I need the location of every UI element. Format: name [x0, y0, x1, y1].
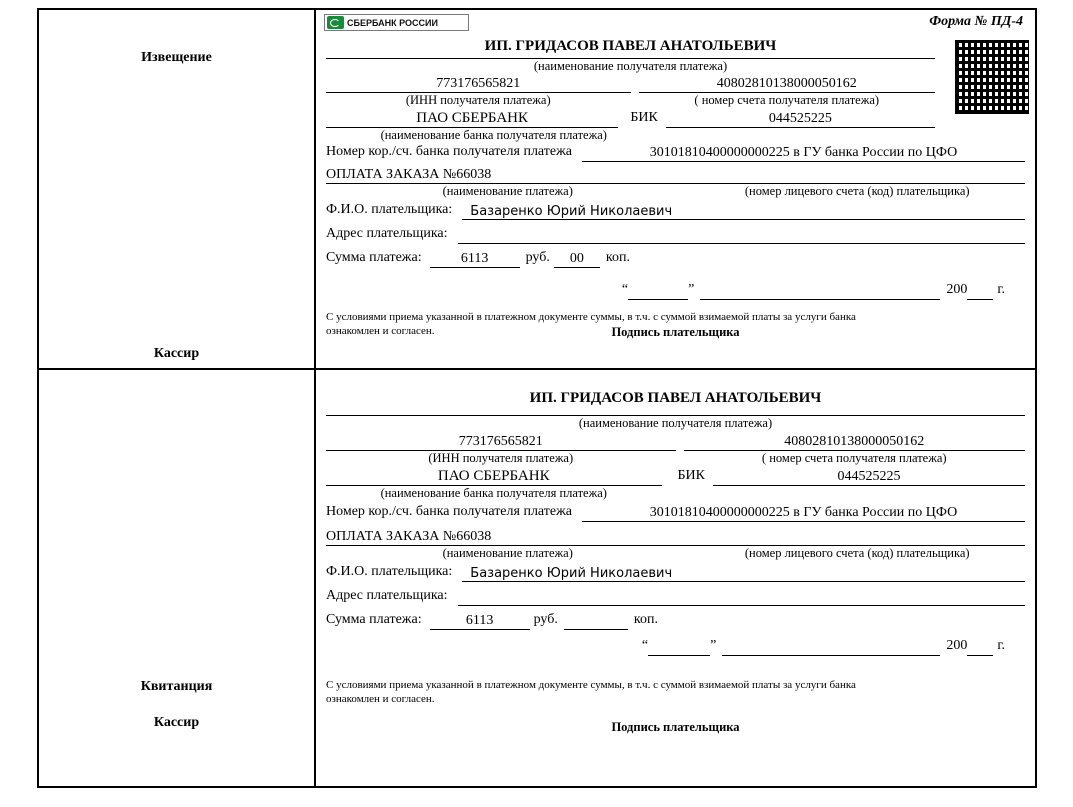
- personal-account-caption-2: (номер лицевого счета (код) плательщика): [744, 546, 970, 560]
- payer-name-value-2: Базаренко Юрий Николаевич: [470, 566, 673, 581]
- amount-rub-rule-2: [430, 629, 530, 630]
- terms-line-2-2: ознакомлен и согласен.: [326, 693, 435, 705]
- corr-label-2: Номер кор./сч. банка получателя платежа: [326, 504, 572, 519]
- amount-label-2: Сумма платежа:: [326, 612, 422, 627]
- year-suffix-2: г.: [997, 638, 1005, 653]
- receipt-section: [39, 370, 1035, 786]
- amount-kop-rule-2: [564, 629, 628, 630]
- date-quote-close: ”: [688, 282, 695, 297]
- date-month-rule-2: [722, 655, 940, 656]
- amount-rub-value: 6113: [460, 251, 489, 266]
- receipt-label: Квитанция: [140, 679, 213, 694]
- sberbank-logo-text: СБЕРБАНК РОССИИ: [347, 17, 438, 28]
- recipient-name-caption: (наименование получателя платежа): [533, 59, 728, 73]
- bik-value: 044525225: [768, 111, 832, 126]
- recipient-name-value: ИП. ГРИДАСОВ ПАВЕЛ АНАТОЛЬЕВИЧ: [484, 38, 777, 54]
- bank-name-value: ПАО СБЕРБАНК: [416, 110, 529, 126]
- amount-rub-rule: [430, 267, 520, 268]
- kop-word: коп.: [605, 250, 630, 265]
- inn-value: 773176565821: [436, 76, 521, 91]
- year-prefix: 200: [946, 282, 968, 297]
- account-caption: ( номер счета получателя платежа): [694, 93, 880, 107]
- personal-account-caption: (номер лицевого счета (код) плательщика): [744, 184, 970, 198]
- terms-line-1: С условиями приема указанной в платежном документе суммы, в т.ч. с суммой взимаемой платы за услуги банка: [326, 311, 856, 323]
- bik-label: БИК: [630, 110, 658, 125]
- receipt-right-column: [316, 370, 1035, 786]
- corr-rule-2: [582, 521, 1025, 522]
- corr-label: Номер кор./сч. банка получателя платежа: [326, 144, 572, 159]
- rub-word-2: руб.: [533, 612, 558, 627]
- recipient-name-caption-2: (наименование получателя платежа): [578, 416, 773, 430]
- account-caption-2: ( номер счета получателя платежа): [761, 451, 947, 465]
- bank-name-caption: (наименование банка получателя платежа): [380, 128, 607, 142]
- date-month-rule: [700, 299, 940, 300]
- payer-name-value: Базаренко Юрий Николаевич: [470, 204, 673, 219]
- payer-name-label: Ф.И.О. плательщика:: [326, 202, 453, 217]
- amount-kop-value: 00: [569, 251, 584, 266]
- notice-left-column: [39, 10, 316, 368]
- qr-barcode-icon: [955, 40, 1029, 114]
- amount-label: Сумма платежа:: [326, 250, 422, 265]
- signature-label-bottom: Подпись плательщика: [611, 720, 740, 734]
- account-value: 40802810138000050162: [716, 76, 857, 91]
- sberbank-mark-icon: [327, 16, 344, 29]
- corr-value: 30101810400000000225 в ГУ банка России по ЦФО: [649, 145, 958, 160]
- receipt-left-column: [39, 370, 316, 786]
- corr-value-2: 30101810400000000225 в ГУ банка России по ЦФО: [649, 505, 958, 520]
- date-day-rule-2: [648, 655, 710, 656]
- bik-value-2: 044525225: [837, 469, 901, 484]
- payment-purpose-caption: (наименование платежа): [442, 184, 573, 198]
- notice-right-column: [316, 10, 1035, 368]
- date-year-rule: [967, 299, 993, 300]
- notice-section: [39, 10, 1035, 370]
- corr-rule: [582, 161, 1025, 162]
- cashier-label-top: Кассир: [153, 346, 200, 361]
- amount-kop-value-2: [564, 612, 628, 629]
- terms-line-1-2: С условиями приема указанной в платежном документе суммы, в т.ч. с суммой взимаемой платы за услуги банка: [326, 679, 856, 691]
- payer-address-rule-2: [458, 605, 1025, 606]
- kop-word-2: коп.: [633, 612, 658, 627]
- payer-name-rule: [462, 219, 1025, 220]
- signature-label-top: Подпись плательщика: [611, 325, 740, 339]
- payer-address-label: Адрес плательщика:: [326, 226, 448, 241]
- inn-caption: (ИНН получателя платежа): [405, 93, 551, 107]
- date-day-rule: [628, 299, 688, 300]
- date-quote-close-2: ”: [710, 638, 717, 653]
- form-number: Форма № ПД-4: [929, 14, 1023, 29]
- date-quote-open: “: [621, 282, 629, 297]
- payer-address-label-2: Адрес плательщика:: [326, 588, 448, 603]
- rub-word: руб.: [525, 250, 550, 265]
- date-quote-open-2: “: [641, 638, 649, 653]
- account-value-2: 40802810138000050162: [784, 434, 925, 449]
- bik-rule-2: [713, 485, 1025, 486]
- sberbank-logo-icon: [324, 14, 469, 31]
- date-year-rule-2: [967, 655, 993, 656]
- inn-caption-2: (ИНН получателя платежа): [428, 451, 574, 465]
- payer-address-value: [458, 227, 1025, 243]
- bank-name-caption-2: (наименование банка получателя платежа): [380, 486, 607, 500]
- payer-address-value-2: [458, 589, 1025, 605]
- bik-label-2: БИК: [677, 468, 706, 483]
- notice-label: Извещение: [141, 50, 212, 65]
- payment-purpose-caption-2: (наименование платежа): [442, 546, 573, 560]
- payer-address-rule: [458, 243, 1025, 244]
- payment-purpose-value-2: ОПЛАТА ЗАКАЗА №66038: [326, 529, 492, 544]
- payment-form-pd4: [37, 8, 1037, 788]
- payer-name-label-2: Ф.И.О. плательщика:: [326, 564, 453, 579]
- bik-rule: [666, 127, 935, 128]
- year-prefix-2: 200: [946, 638, 968, 653]
- amount-kop-rule: [554, 267, 600, 268]
- terms-line-2: ознакомлен и согласен.: [326, 325, 435, 337]
- recipient-name-value-2: ИП. ГРИДАСОВ ПАВЕЛ АНАТОЛЬЕВИЧ: [529, 390, 822, 406]
- cashier-label-bottom: Кассир: [153, 715, 200, 730]
- inn-value-2: 773176565821: [458, 434, 543, 449]
- payer-name-rule-2: [462, 581, 1025, 582]
- year-suffix: г.: [997, 282, 1005, 297]
- payment-purpose-value: ОПЛАТА ЗАКАЗА №66038: [326, 167, 492, 182]
- bank-name-value-2: ПАО СБЕРБАНК: [437, 468, 550, 484]
- amount-rub-value-2: 6113: [465, 613, 494, 628]
